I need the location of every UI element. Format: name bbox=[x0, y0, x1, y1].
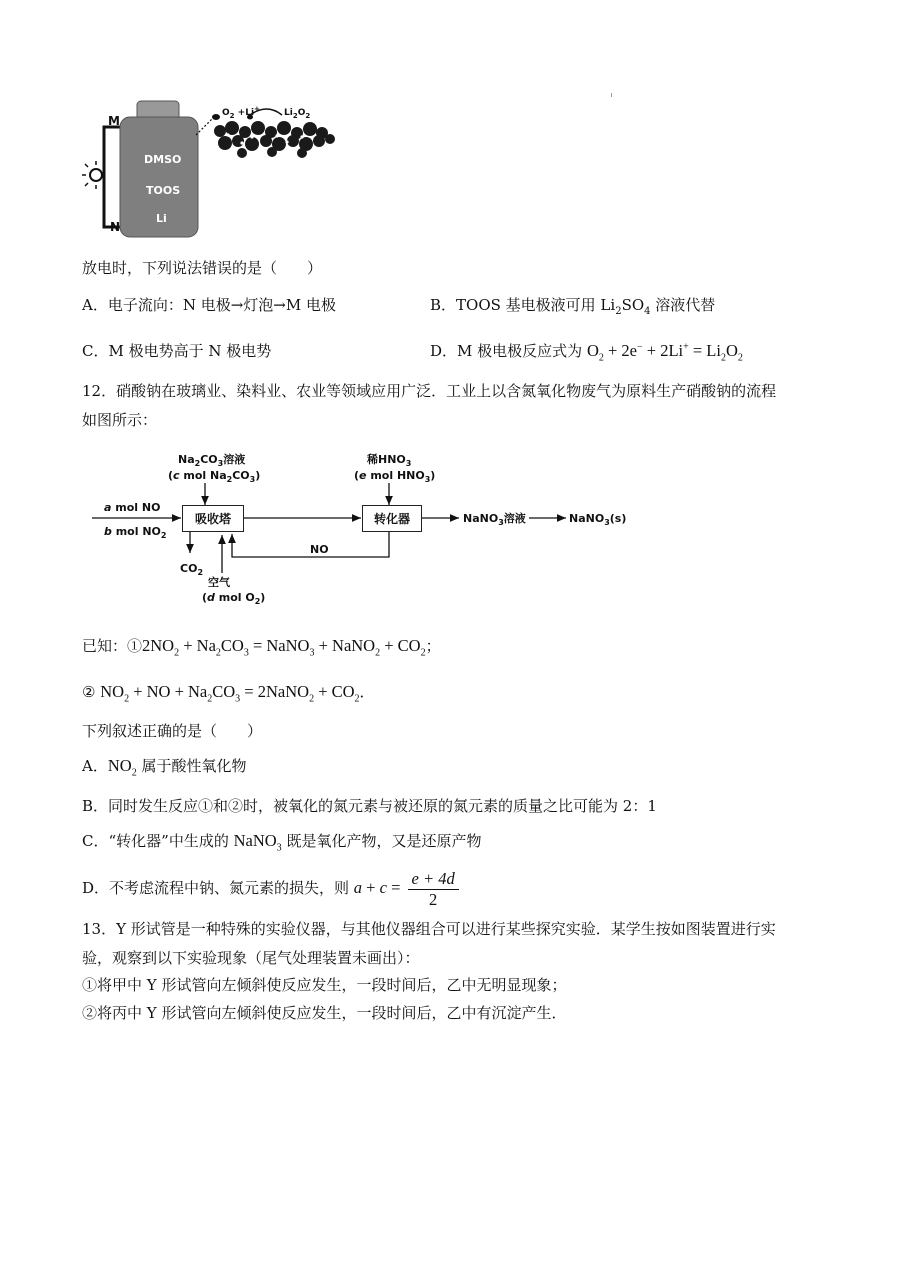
q12-known-eq1: 已知：$①2NO_2 + Na_2CO_3$ = NaNO$_3$ + NaNO$_2$ + $CO_2$； bbox=[82, 636, 441, 659]
absorber-box: 吸收塔 bbox=[182, 505, 244, 532]
nano3-solution: NaNO$_3$溶液 bbox=[463, 512, 526, 528]
q13-line4: ②将丙中 Y 形试管向左倾斜使反应发生，一段时间后，乙中有沉淀产生． bbox=[82, 1004, 567, 1022]
electrolyte-toos: TOOS bbox=[146, 184, 181, 197]
battery-figure bbox=[82, 95, 342, 240]
q12-option-b: B．同时发生反应①和②时，被氧化的氮元素与被还原的氮元素的质量之比可能为 2：1 bbox=[82, 797, 657, 815]
hno3-label: 稀$HNO_3$ bbox=[367, 453, 412, 469]
electrolyte-li: Li bbox=[156, 212, 167, 225]
q11-option-d: D．M 极电极反应式为 $O_2 + 2e^- + 2Li^+ = Li_2O_2$ bbox=[430, 341, 743, 364]
air-amount: (d mol $O_2$) bbox=[202, 591, 266, 607]
q11-option-a: A．电子流向：N 电极→灯泡→M 电极 bbox=[82, 296, 336, 314]
converter-box: 转化器 bbox=[362, 505, 422, 532]
flow-chart bbox=[82, 445, 642, 610]
q12-stem-line1: 12．硝酸钠在玻璃业、染料业、农业等领域应用广泛．工业上以含氮氧化物废气为原料生产硝酸钠的流程 bbox=[82, 382, 777, 400]
q11-option-c: C．M 极电势高于 N 极电势 bbox=[82, 342, 272, 360]
hno3-amount: (e mol $HNO_3$) bbox=[354, 469, 436, 485]
q12-known-eq2: ② $NO_2$ + NO + $Na_2CO_3$ = 2NaNO$_2$ + $CO_2$． bbox=[82, 682, 375, 705]
air-in: 空气 bbox=[208, 576, 230, 589]
fraction: $\frac{e + 4d}{2}$ bbox=[408, 869, 459, 910]
q13-line1: 13．Y 形试管是一种特殊的实验仪器，与其他仪器组合可以进行某些探究实验．某学生按如图装置进行实 bbox=[82, 920, 776, 938]
co2-out: $CO_2$ bbox=[180, 562, 204, 578]
q12-option-c: C．“转化器”中生成的 NaNO$_3$ 既是氧化产物，又是还原产物 bbox=[82, 831, 482, 854]
q11-stem: 放电时，下列说法错误的是（ ） bbox=[82, 259, 323, 277]
q12-option-d: D．不考虑流程中钠、氮元素的损失，则 a + c = $\frac{e + 4d}{2}$ bbox=[82, 866, 459, 910]
stray-mark bbox=[611, 93, 612, 97]
q13-line2: 验，观察到以下实验现象（尾气处理装置未画出）： bbox=[82, 949, 420, 967]
reaction-label: $O_2 +Li^+$ bbox=[222, 105, 260, 120]
input-no2: b mol $NO_2$ bbox=[104, 525, 167, 541]
q13-line3: ①将甲中 Y 形试管向左倾斜使反应发生，一段时间后，乙中无明显现象； bbox=[82, 976, 567, 994]
product-label: $Li_2O_2$ bbox=[284, 108, 311, 120]
q12-question: 下列叙述正确的是（ ） bbox=[82, 722, 263, 740]
electrode-m-label: M bbox=[108, 114, 120, 128]
q12-stem-line2: 如图所示： bbox=[82, 411, 158, 429]
electrode-n-label: N bbox=[110, 220, 121, 234]
nano3-solid: NaNO$_3$(s) bbox=[569, 512, 627, 528]
recycle-no: NO bbox=[310, 543, 329, 556]
na2co3-amount: (c mol $Na_2CO_3$) bbox=[168, 469, 261, 485]
q12-option-a: A．$NO_2$ 属于酸性氧化物 bbox=[82, 756, 247, 779]
na2co3-label: $Na_2CO_3$溶液 bbox=[178, 453, 246, 469]
q11-option-b: B．TOOS 基电极液可用 $Li_2SO_4$ 溶液代替 bbox=[430, 296, 716, 317]
electrolyte-dmso: DMSO bbox=[144, 153, 182, 166]
input-no: a mol NO bbox=[104, 501, 161, 514]
